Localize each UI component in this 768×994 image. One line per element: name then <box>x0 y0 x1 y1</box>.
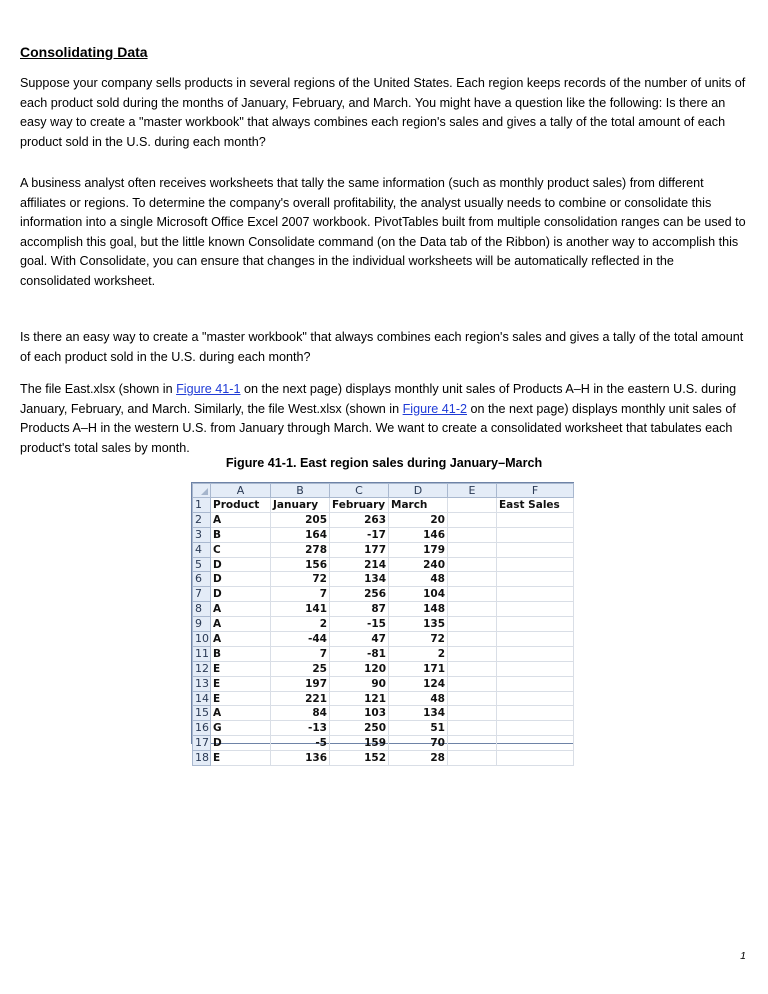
row-header: 5 <box>193 557 211 572</box>
cell-product: B <box>211 646 271 661</box>
cell-e <box>448 646 497 661</box>
header-cell-east-sales: East Sales <box>497 498 574 513</box>
files-paragraph <box>20 380 748 458</box>
cell-product: A <box>211 512 271 527</box>
table-row <box>193 676 574 691</box>
table-row <box>193 691 574 706</box>
cell-january: 205 <box>271 512 330 527</box>
cell-january: 25 <box>271 661 330 676</box>
cell-f <box>497 542 574 557</box>
row-header: 15 <box>193 706 211 721</box>
table-row <box>193 542 574 557</box>
cell-february: 90 <box>330 676 389 691</box>
cell-e <box>448 617 497 632</box>
spreadsheet-figure <box>191 482 574 765</box>
cell-february: 87 <box>330 602 389 617</box>
cell-january: 7 <box>271 587 330 602</box>
cell-e <box>448 557 497 572</box>
cell-march: 124 <box>389 676 448 691</box>
row-header: 6 <box>193 572 211 587</box>
cell-march: 28 <box>389 751 448 766</box>
header-cell-january: January <box>271 498 330 513</box>
cell-product: D <box>211 736 271 751</box>
row-header: 18 <box>193 751 211 766</box>
row-header: 11 <box>193 646 211 661</box>
cell-f <box>497 617 574 632</box>
cell-march: 70 <box>389 736 448 751</box>
header-cell-product: Product <box>211 498 271 513</box>
corner-triangle-icon <box>201 488 208 495</box>
cell-january: 7 <box>271 646 330 661</box>
cell-february: 121 <box>330 691 389 706</box>
cell-february: -15 <box>330 617 389 632</box>
cell-e <box>448 587 497 602</box>
row-header: 4 <box>193 542 211 557</box>
cell-product: G <box>211 721 271 736</box>
cell-f <box>497 557 574 572</box>
cell-february: 256 <box>330 587 389 602</box>
table-row <box>193 751 574 766</box>
cell-product: C <box>211 542 271 557</box>
table-row <box>193 512 574 527</box>
cell-f <box>497 676 574 691</box>
cell-february: 263 <box>330 512 389 527</box>
cell-january: -5 <box>271 736 330 751</box>
cell-product: E <box>211 661 271 676</box>
cell-march: 20 <box>389 512 448 527</box>
table-row <box>193 646 574 661</box>
cell-product: E <box>211 691 271 706</box>
cell-march: 179 <box>389 542 448 557</box>
cell-march: 104 <box>389 587 448 602</box>
column-header-d: D <box>389 484 448 498</box>
cell-february: 159 <box>330 736 389 751</box>
spreadsheet-table <box>192 483 574 766</box>
cell-march: 48 <box>389 691 448 706</box>
cell-january: 164 <box>271 527 330 542</box>
files-text-1: The file East.xlsx (shown in <box>20 382 177 396</box>
cell-f <box>497 572 574 587</box>
cell-february: 47 <box>330 632 389 647</box>
cell-e <box>448 706 497 721</box>
cell-february: 152 <box>330 751 389 766</box>
table-row <box>193 721 574 736</box>
cell-f <box>497 646 574 661</box>
figure-41-1-link[interactable]: Figure 41-1 <box>176 382 241 396</box>
cell-f <box>497 661 574 676</box>
cell-january: -13 <box>271 721 330 736</box>
cell-march: 135 <box>389 617 448 632</box>
cell-march: 48 <box>389 572 448 587</box>
table-row <box>193 527 574 542</box>
cell-february: 103 <box>330 706 389 721</box>
table-row <box>193 736 574 751</box>
cell-f <box>497 587 574 602</box>
cell-f <box>497 527 574 542</box>
cell-e <box>448 542 497 557</box>
cell-e <box>448 527 497 542</box>
cell-product: D <box>211 557 271 572</box>
cell-e <box>448 632 497 647</box>
cell-march: 148 <box>389 602 448 617</box>
row-header: 16 <box>193 721 211 736</box>
figure-caption: Figure 41-1. East region sales during January–March <box>225 456 543 470</box>
cell-product: B <box>211 527 271 542</box>
cell-e <box>448 661 497 676</box>
cell-e <box>448 602 497 617</box>
cell-january: 136 <box>271 751 330 766</box>
cell-f <box>497 706 574 721</box>
cell-january: 72 <box>271 572 330 587</box>
header-cell-march: March <box>389 498 448 513</box>
cell-february: 250 <box>330 721 389 736</box>
cell-product: A <box>211 706 271 721</box>
cell-f <box>497 691 574 706</box>
cell-january: 197 <box>271 676 330 691</box>
files-text-2: on the next page) displays monthly unit sales of Products A–H in the eastern U.S. during January, February, and March. Similarly, the file West.xlsx (shown in <box>20 382 737 416</box>
intro-paragraph: Suppose your company sells products in several regions of the United States. Each region keeps records of the number of units of each product sold during the months of January, February, and March. You might have a question like the following: Is there an easy way to create a "master workbook" that always combines each region's sales and gives a tally of the total amount of each product sold in the U.S. during each month? <box>20 76 746 149</box>
table-row <box>193 572 574 587</box>
row-header: 3 <box>193 527 211 542</box>
cell-march: 134 <box>389 706 448 721</box>
column-header-e: E <box>448 484 497 498</box>
cell-f <box>497 736 574 751</box>
cell-f <box>497 512 574 527</box>
table-row <box>193 557 574 572</box>
column-header-c: C <box>330 484 389 498</box>
column-header-b: B <box>271 484 330 498</box>
page-number: 1 <box>740 950 746 962</box>
table-row <box>193 587 574 602</box>
cell-march: 51 <box>389 721 448 736</box>
cell-february: 134 <box>330 572 389 587</box>
cell-product: E <box>211 751 271 766</box>
cell-march: 171 <box>389 661 448 676</box>
cell-january: 84 <box>271 706 330 721</box>
files-text-3: on the next page) displays monthly unit sales of Products A–H in the western U.S. from January through March. We want to create a consolidated worksheet that tabulates each product's total sales by month. <box>20 401 736 455</box>
cell-e <box>448 572 497 587</box>
cell-product: D <box>211 587 271 602</box>
header-cell-empty <box>448 498 497 513</box>
cell-f <box>497 721 574 736</box>
cell-february: -17 <box>330 527 389 542</box>
cell-january: 278 <box>271 542 330 557</box>
cell-e <box>448 721 497 736</box>
cell-e <box>448 751 497 766</box>
cell-product: D <box>211 572 271 587</box>
row-header: 17 <box>193 736 211 751</box>
cell-march: 72 <box>389 632 448 647</box>
row-header: 13 <box>193 676 211 691</box>
cell-january: 221 <box>271 691 330 706</box>
row-header: 1 <box>193 498 211 513</box>
cell-product: A <box>211 602 271 617</box>
cell-march: 146 <box>389 527 448 542</box>
cell-f <box>497 602 574 617</box>
row-header: 10 <box>193 632 211 647</box>
cell-january: 2 <box>271 617 330 632</box>
table-row <box>193 602 574 617</box>
row-header: 2 <box>193 512 211 527</box>
cell-e <box>448 676 497 691</box>
column-header-a: A <box>211 484 271 498</box>
cell-f <box>497 632 574 647</box>
cell-february: 214 <box>330 557 389 572</box>
row-header: 9 <box>193 617 211 632</box>
row-header: 12 <box>193 661 211 676</box>
column-header-f: F <box>497 484 574 498</box>
cell-e <box>448 736 497 751</box>
cell-january: -44 <box>271 632 330 647</box>
table-row <box>193 617 574 632</box>
cell-e <box>448 691 497 706</box>
cell-e <box>448 512 497 527</box>
question-paragraph: Is there an easy way to create a "master workbook" that always combines each region's sales and gives a tally of the total amount of each product sold in the U.S. during each month? <box>20 330 744 364</box>
cell-february: -81 <box>330 646 389 661</box>
row-header: 7 <box>193 587 211 602</box>
column-header-row <box>193 484 574 498</box>
cell-product: E <box>211 676 271 691</box>
table-row <box>193 706 574 721</box>
row-header: 8 <box>193 602 211 617</box>
header-cell-february: February <box>330 498 389 513</box>
table-row <box>193 632 574 647</box>
analyst-paragraph: A business analyst often receives worksheets that tally the same information (such as monthly product sales) from different affiliates or regions. To determine the company's overall profitability, the analyst usually needs to combine or consolidate this information into a single Microsoft Office Excel 2007 workbook. PivotTables built from multiple consolidation ranges can be used to accomplish this goal, but the little known Consolidate command (on the Data tab of the Ribbon) is another way to accomplish this goal. With Consolidate, you can ensure that changes in the individual worksheets will be automatically reflected in the consolidated worksheet. <box>20 176 746 288</box>
cell-february: 177 <box>330 542 389 557</box>
figure-41-2-link[interactable]: Figure 41-2 <box>402 401 468 416</box>
cell-product: A <box>211 617 271 632</box>
cell-january: 156 <box>271 557 330 572</box>
cell-march: 2 <box>389 646 448 661</box>
table-row <box>193 661 574 676</box>
cell-january: 141 <box>271 602 330 617</box>
cell-march: 240 <box>389 557 448 572</box>
table-header-row <box>193 498 574 513</box>
cell-product: A <box>211 632 271 647</box>
select-all-corner <box>193 484 211 498</box>
cell-february: 120 <box>330 661 389 676</box>
cell-f <box>497 751 574 766</box>
row-header: 14 <box>193 691 211 706</box>
page-title: Consolidating Data <box>20 44 148 60</box>
